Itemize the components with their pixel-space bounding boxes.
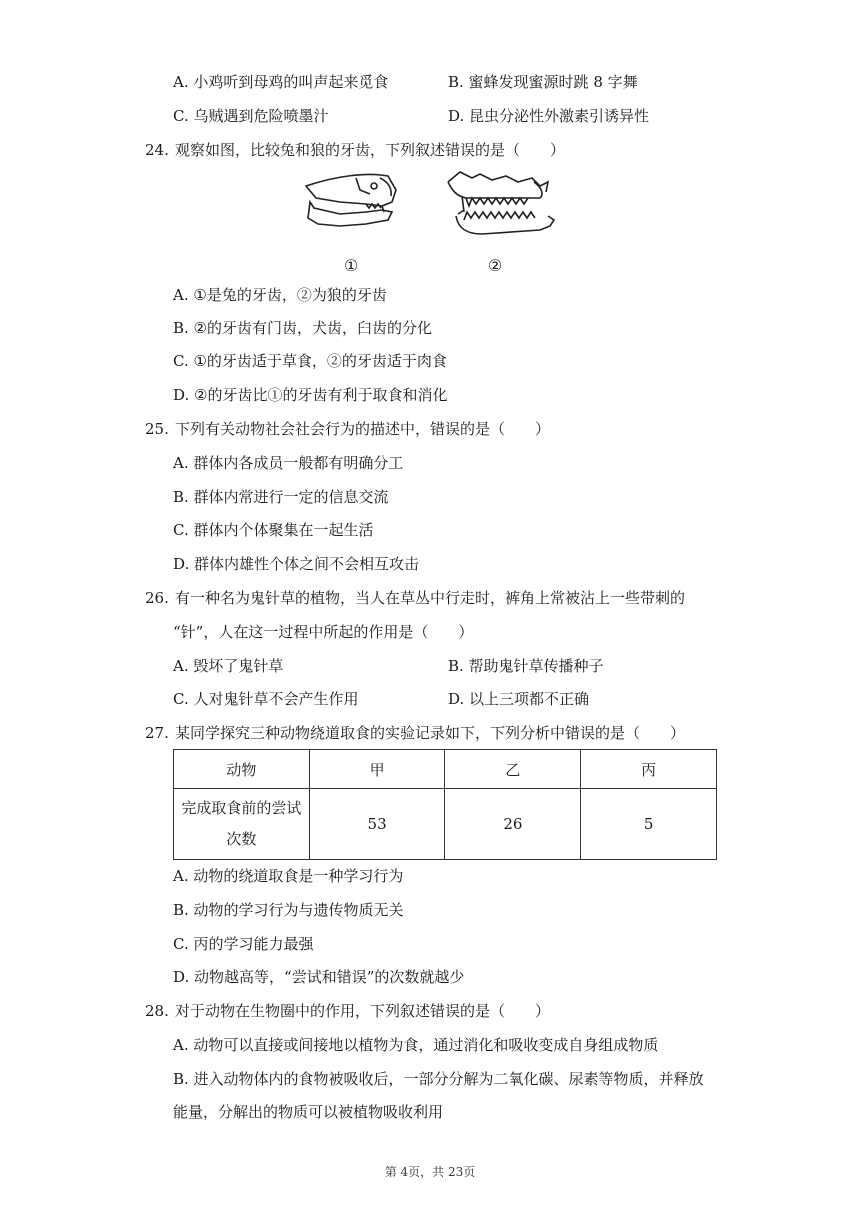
q26-stem-line1: 有一种名为鬼针草的植物，当人在草丛中行走时，裤角上常被沾上一些带刺的 [175,589,686,607]
table-row-label [174,789,310,860]
q24-option-a: A. ①是兔的牙齿，②为狼的牙齿 [173,286,387,304]
q27-option-d: D. 动物越高等，“尝试和错误”的次数就越少 [173,968,465,986]
row-label-line2: 次数 [226,830,257,848]
q28-number: 28. [145,1002,169,1020]
wolf-jaw-drawing [448,172,554,234]
table-header-cell: 动物 [174,750,310,789]
q25-stem: 下列有关动物社会社会行为的描述中，错误的是（ ） [175,420,551,438]
teeth-illustration [296,168,566,276]
q28-stem: 对于动物在生物圈中的作用，下列叙述错误的是（ ） [175,1002,551,1020]
teeth-figure [296,168,566,276]
table-header-cell: 乙 [445,750,581,789]
q26-option-d: D. 以上三项都不正确 [448,690,590,708]
q27-number: 27. [145,724,169,742]
table-row [174,789,717,860]
q26-option-c: C. 人对鬼针草不会产生作用 [173,690,359,708]
q23-option-b: B. 蜜蜂发现蜜源时跳 8 字舞 [448,73,638,91]
q23-option-a: A. 小鸡听到母鸡的叫声起来觅食 [173,73,389,91]
table-cell: 53 [309,789,445,860]
q27-stem: 某同学探究三种动物绕道取食的实验记录如下，下列分析中错误的是（ ） [175,724,686,742]
q26-option-b: B. 帮助鬼针草传播种子 [448,657,604,675]
q25-number: 25. [145,420,169,438]
q23-option-c: C. 乌贼遇到危险喷墨汁 [173,107,329,125]
q28-option-a: A. 动物可以直接或间接地以植物为食，通过消化和吸收变成自身组成物质 [173,1036,659,1054]
table-cell: 26 [445,789,581,860]
q23-option-d: D. 昆虫分泌性外激素引诱异性 [448,107,650,125]
rabbit-jaw-drawing [306,174,396,226]
table-header-cell: 甲 [309,750,445,789]
experiment-table [173,749,717,860]
q27-option-a: A. 动物的绕道取食是一种学习行为 [173,867,404,885]
table-cell: 5 [581,789,717,860]
figure-label-2: ② [487,256,503,275]
row-label-line1: 完成取食前的尝试 [181,799,302,817]
q26-number: 26. [145,589,169,607]
q24-option-d: D. ②的牙齿比①的牙齿有利于取食和消化 [173,386,448,404]
q27-option-c: C. 丙的学习能力最强 [173,935,314,953]
q24-option-b: B. ②的牙齿有门齿，犬齿，臼齿的分化 [173,319,433,337]
q26-stem-line2: “针”，人在这一过程中所起的作用是（ ） [173,623,474,641]
q24-option-c: C. ①的牙齿适于草食，②的牙齿适于肉食 [173,352,447,370]
q25-option-d: D. 群体内雄性个体之间不会相互攻击 [173,555,420,573]
q25-option-a: A. 群体内各成员一般都有明确分工 [173,454,404,472]
q27-option-b: B. 动物的学习行为与遗传物质无关 [173,901,404,919]
q25-option-b: B. 群体内常进行一定的信息交流 [173,488,389,506]
page-footer: 第 4页，共 23页 [384,1165,476,1179]
q24-stem: 观察如图，比较兔和狼的牙齿，下列叙述错误的是（ ） [175,141,566,159]
q25-option-c: C. 群体内个体聚集在一起生活 [173,521,374,539]
q26-option-a: A. 毁坏了鬼针草 [173,657,284,675]
table-header-cell: 丙 [581,750,717,789]
figure-label-1: ① [343,256,359,275]
q28-option-b-line1: B. 进入动物体内的食物被吸收后，一部分分解为二氧化碳、尿素等物质，并释放 [173,1070,704,1088]
q24-number: 24. [145,141,169,159]
q28-option-b-line2: 能量，分解出的物质可以被植物吸收利用 [173,1103,444,1121]
table-header-row [174,750,717,789]
